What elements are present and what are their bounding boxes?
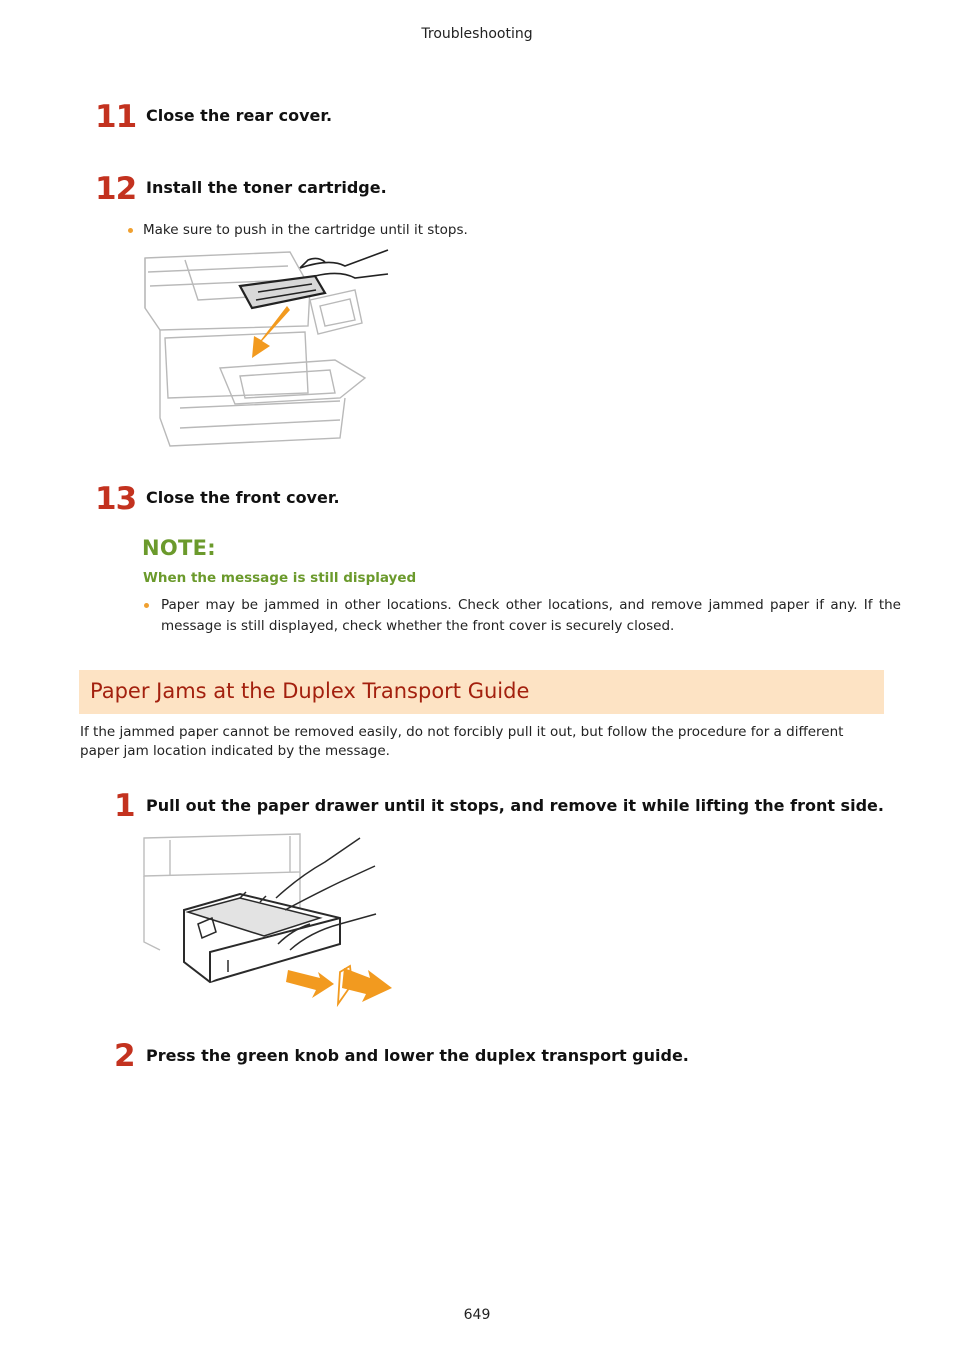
- intro-line: paper jam location indicated by the message.: [80, 743, 390, 759]
- step-number: 2: [114, 1038, 135, 1074]
- running-header: Troubleshooting: [421, 26, 533, 42]
- step-number: 12: [95, 171, 137, 207]
- bullet-item: [128, 220, 843, 241]
- step-number: 11: [95, 99, 137, 135]
- bullet-text: Make sure to push in the cartridge until it stops.: [143, 222, 468, 238]
- note-title: NOTE:: [142, 536, 216, 560]
- step-number: 13: [95, 481, 137, 517]
- step-text: Close the rear cover.: [146, 106, 333, 125]
- note-subtitle: When the message is still displayed: [143, 570, 417, 586]
- bullet-item: [144, 595, 901, 637]
- paper-drawer-illustration: [140, 832, 396, 1007]
- step-text: Close the front cover.: [146, 488, 340, 507]
- step-text: Press the green knob and lower the duplex transport guide.: [146, 1046, 689, 1065]
- bullet-dot: [144, 603, 149, 608]
- section-title: Paper Jams at the Duplex Transport Guide: [90, 679, 530, 703]
- toner-install-illustration: [140, 248, 390, 450]
- section-heading-bar: [79, 670, 884, 714]
- step-number: 1: [114, 788, 135, 824]
- step-text: Install the toner cartridge.: [146, 178, 387, 197]
- section-intro: [80, 723, 880, 761]
- bullet-text-line: Paper may be jammed in other locations. Check other locations, and remove jammed paper if any. If the: [161, 597, 901, 613]
- page-number: 649: [463, 1307, 491, 1323]
- bullet-dot: [128, 228, 133, 233]
- intro-line: If the jammed paper cannot be removed easily, do not forcibly pull it out, but follow the procedure for a different: [80, 724, 844, 740]
- bullet-text-line: message is still displayed, check whether the front cover is securely closed.: [161, 618, 675, 634]
- step-text: Pull out the paper drawer until it stops, and remove it while lifting the front side.: [146, 796, 884, 815]
